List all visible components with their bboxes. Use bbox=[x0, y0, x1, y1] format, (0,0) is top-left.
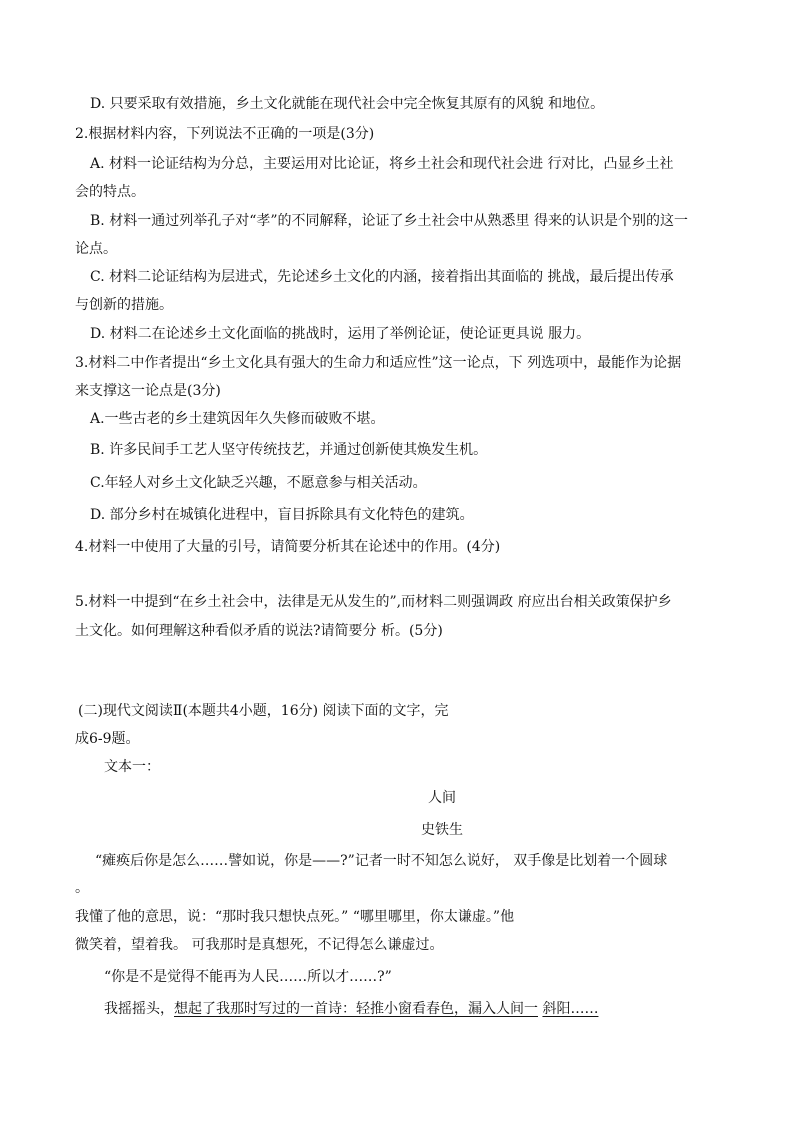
q3-stem-line2: 来支撑这一论点是(3分) bbox=[75, 383, 221, 399]
q3-option-b: B. 许多民间手工艺人坚守传统技艺，并通过创新使其焕发生机。 bbox=[90, 442, 488, 458]
paragraph-1-line2: 。 bbox=[75, 880, 89, 896]
section2-heading-line1: (二)现代文阅读Ⅱ(本题共4小题，16分) 阅读下面的文字，完 bbox=[78, 703, 449, 719]
q2-stem: 2.根据材料内容，下列说法不正确的一项是(3分) bbox=[75, 126, 375, 142]
q2-option-c-line2: 与创新的措施。 bbox=[75, 297, 173, 313]
q5-stem-line2: 土文化。如何理解这种看似矛盾的说法?请简要分 析。(5分) bbox=[75, 623, 443, 639]
q3-option-a: A.一些古老的乡土建筑因年久失修而破败不堪。 bbox=[90, 411, 385, 427]
q5-stem-line1: 5.材料一中提到“在乡土社会中，法律是无从发生的”,而材料二则强调政 府应出台相关政策保护乡 bbox=[75, 594, 672, 610]
q2-option-a-line2: 会的特点。 bbox=[75, 184, 145, 200]
q2-option-c-line1: C. 材料二论证结构为层进式，先论述乡土文化的内涵，接着指出其面临的 挑战，最后提出传承 bbox=[90, 269, 674, 285]
article-title: 人间 bbox=[428, 790, 456, 806]
paragraph-4 bbox=[104, 999, 598, 1019]
paragraph-2-line1: 我懂了他的意思，说：“那时我只想快点死。” “哪里哪里，你太谦虚。”他 bbox=[75, 909, 515, 925]
q1-option-d: D. 只要采取有效措施，乡土文化就能在现代社会中完全恢复其原有的风貌 和地位。 bbox=[90, 96, 605, 112]
q3-option-d: D. 部分乡村在城镇化进程中，盲目拆除具有文化特色的建筑。 bbox=[90, 507, 474, 523]
paragraph-4-lead: 我摇摇头， bbox=[104, 1001, 174, 1017]
q2-option-d: D. 材料二在论述乡土文化面临的挑战时，运用了举例论证，使论证更具说 服力。 bbox=[90, 326, 591, 342]
paragraph-2-line2: 微笑着，望着我。 可我那时是真想死，不记得怎么谦虚过。 bbox=[75, 937, 444, 953]
section2-heading-line2: 成6-9题。 bbox=[75, 731, 140, 747]
q2-option-b-line1: B. 材料一通过列举孔子对“孝”的不同解释，论证了乡土社会中从熟悉里 得来的认识是个别的这一 bbox=[90, 213, 688, 229]
q2-option-a-line1: A. 材料一论证结构为分总，主要运用对比论证，将乡土社会和现代社会进 行对比，凸显乡土社 bbox=[90, 156, 674, 172]
paragraph-3: “你是不是觉得不能再为人民……所以才……?” bbox=[104, 969, 392, 985]
q3-stem-line1: 3.材料二中作者提出“乡土文化具有强大的生命力和适应性”这一论点，下 列选项中，最能作为论据 bbox=[75, 355, 682, 371]
paragraph-1-line1: “瘫痪后你是怎么……譬如说，你是——?”记者一时不知怎么说好， 双手像是比划着一个圆球 bbox=[95, 853, 668, 869]
q2-option-b-line2: 论点。 bbox=[75, 241, 117, 257]
q3-option-c: C.年轻人对乡土文化缺乏兴趣，不愿意参与相关活动。 bbox=[90, 475, 427, 491]
paragraph-4-underlined-poem: 想起了我那时写过的一首诗：轻推小窗看春色，漏入人间一 bbox=[174, 1001, 538, 1017]
text-one-label: 文本一： bbox=[104, 759, 160, 775]
paragraph-4-underlined-end: 斜阳…… bbox=[542, 1001, 599, 1017]
article-author: 史铁生 bbox=[421, 822, 463, 838]
q4-stem: 4.材料一中使用了大量的引号，请简要分析其在论述中的作用。(4分) bbox=[75, 539, 501, 555]
